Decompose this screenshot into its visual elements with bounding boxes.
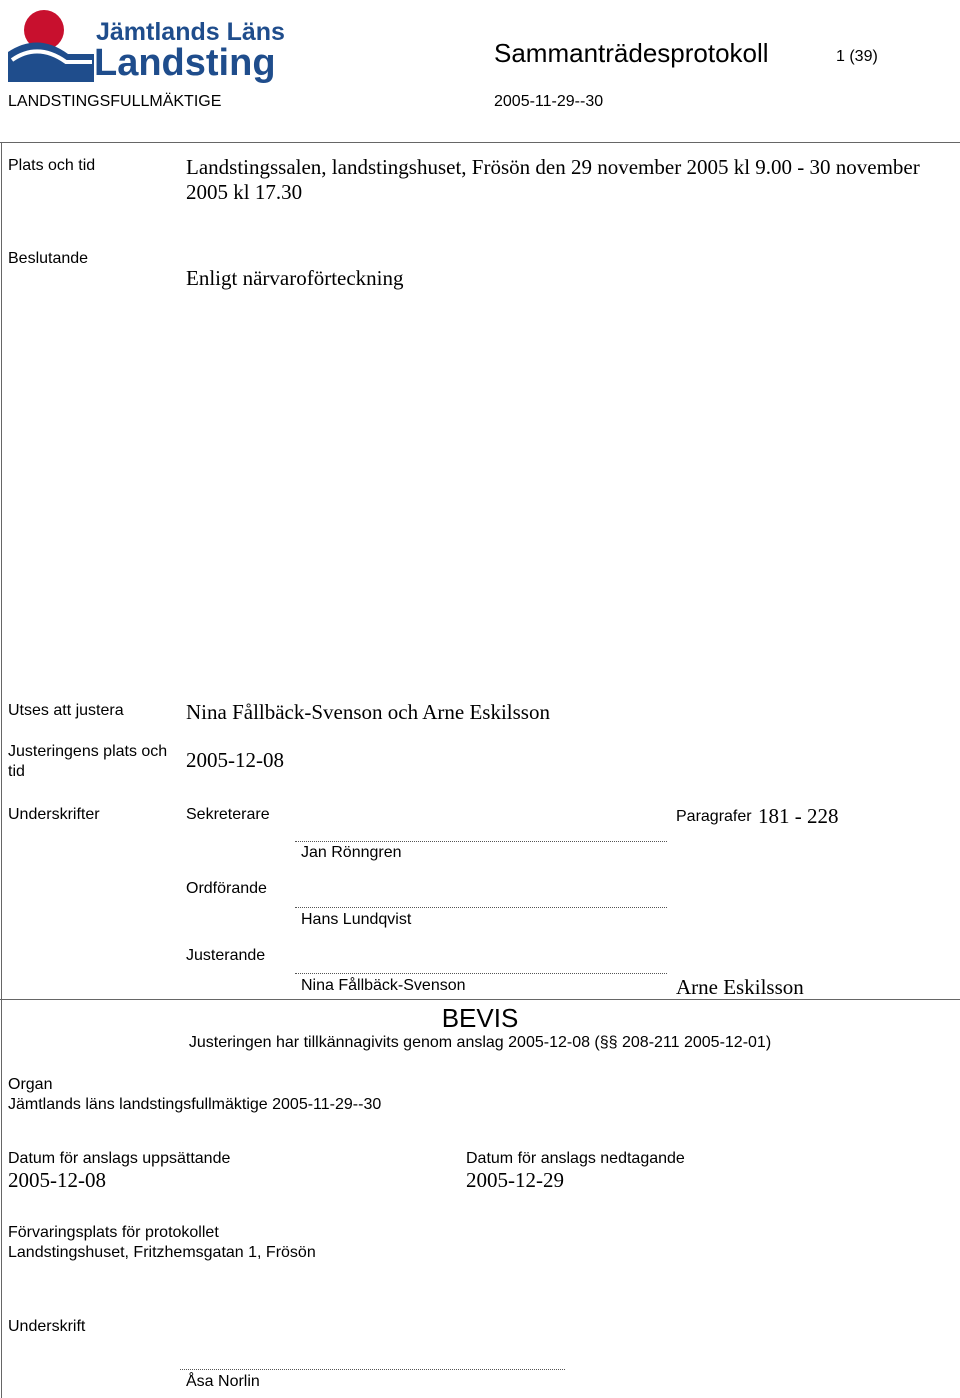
top-divider — [0, 142, 960, 143]
justerande-signature-line — [295, 973, 667, 974]
landsting-logo-icon — [8, 4, 94, 86]
header-date: 2005-11-29--30 — [494, 93, 604, 110]
page-number: 1 (39) — [836, 48, 878, 65]
ordforande-label: Ordförande — [186, 880, 267, 897]
paragrafer-label: Paragrafer — [676, 808, 752, 825]
organ-value: Jämtlands läns landstingsfullmäktige 2005-11-29--30 — [8, 1096, 382, 1113]
plats-och-tid-label: Plats och tid — [8, 157, 96, 174]
beslutande-value: Enligt närvaroförteckning — [186, 266, 404, 290]
ordforande-name: Hans Lundqvist — [301, 911, 412, 928]
committee-name: LANDSTINGSFULLMÄKTIGE — [8, 93, 222, 110]
anslag-nedtagande-label: Datum för anslags nedtagande — [466, 1150, 685, 1167]
bevis-text: Justeringen har tillkännagivits genom anslag 2005-12-08 (§§ 208-211 2005-12-01) — [188, 1034, 772, 1051]
logo-line2: Landsting — [94, 42, 276, 84]
paragrafer-value: 181 - 228 — [758, 804, 839, 828]
forvaringsplats-label: Förvaringsplats för protokollet — [8, 1224, 219, 1241]
utses-att-justera-value: Nina Fållbäck-Svenson och Arne Eskilsson — [186, 700, 550, 724]
anslag-uppsattande-label: Datum för anslags uppsättande — [8, 1150, 231, 1167]
utses-att-justera-label: Utses att justera — [8, 702, 124, 719]
organ-label: Organ — [8, 1076, 53, 1093]
sekreterare-label: Sekreterare — [186, 806, 270, 823]
left-border — [1, 142, 2, 1398]
sekreterare-name: Jan Rönngren — [301, 844, 402, 861]
justerande-name1: Nina Fållbäck-Svenson — [301, 977, 466, 994]
anslag-uppsattande-value: 2005-12-08 — [8, 1168, 106, 1192]
forvaringsplats-value: Landstingshuset, Fritzhemsgatan 1, Frösön — [8, 1244, 316, 1261]
bevis-divider — [0, 999, 960, 1000]
justeringens-plats-value: 2005-12-08 — [186, 748, 284, 772]
plats-och-tid-value-line2: 2005 kl 17.30 — [186, 180, 303, 204]
justerande-label: Justerande — [186, 947, 266, 964]
beslutande-label: Beslutande — [8, 250, 89, 267]
document-title: Sammanträdesprotokoll — [494, 38, 769, 68]
logo-line1: Jämtlands Läns — [96, 18, 285, 46]
justeringens-plats-label-line1: Justeringens plats och — [8, 743, 168, 760]
plats-och-tid-value-line1: Landstingssalen, landstingshuset, Frösön den 29 november 2005 kl 9.00 - 30 november — [186, 155, 920, 179]
justerande-name2: Arne Eskilsson — [676, 975, 804, 999]
underskrift-signature-line — [180, 1369, 565, 1370]
underskrifter-label: Underskrifter — [8, 806, 100, 823]
underskrift-name: Åsa Norlin — [186, 1373, 260, 1390]
underskrift-label: Underskrift — [8, 1318, 86, 1335]
bevis-title: BEVIS — [441, 1003, 519, 1033]
ordforande-signature-line — [295, 907, 667, 908]
logo — [8, 4, 285, 86]
anslag-nedtagande-value: 2005-12-29 — [466, 1168, 564, 1192]
justeringens-plats-label-line2: tid — [8, 763, 25, 780]
sekreterare-signature-line — [295, 841, 667, 842]
